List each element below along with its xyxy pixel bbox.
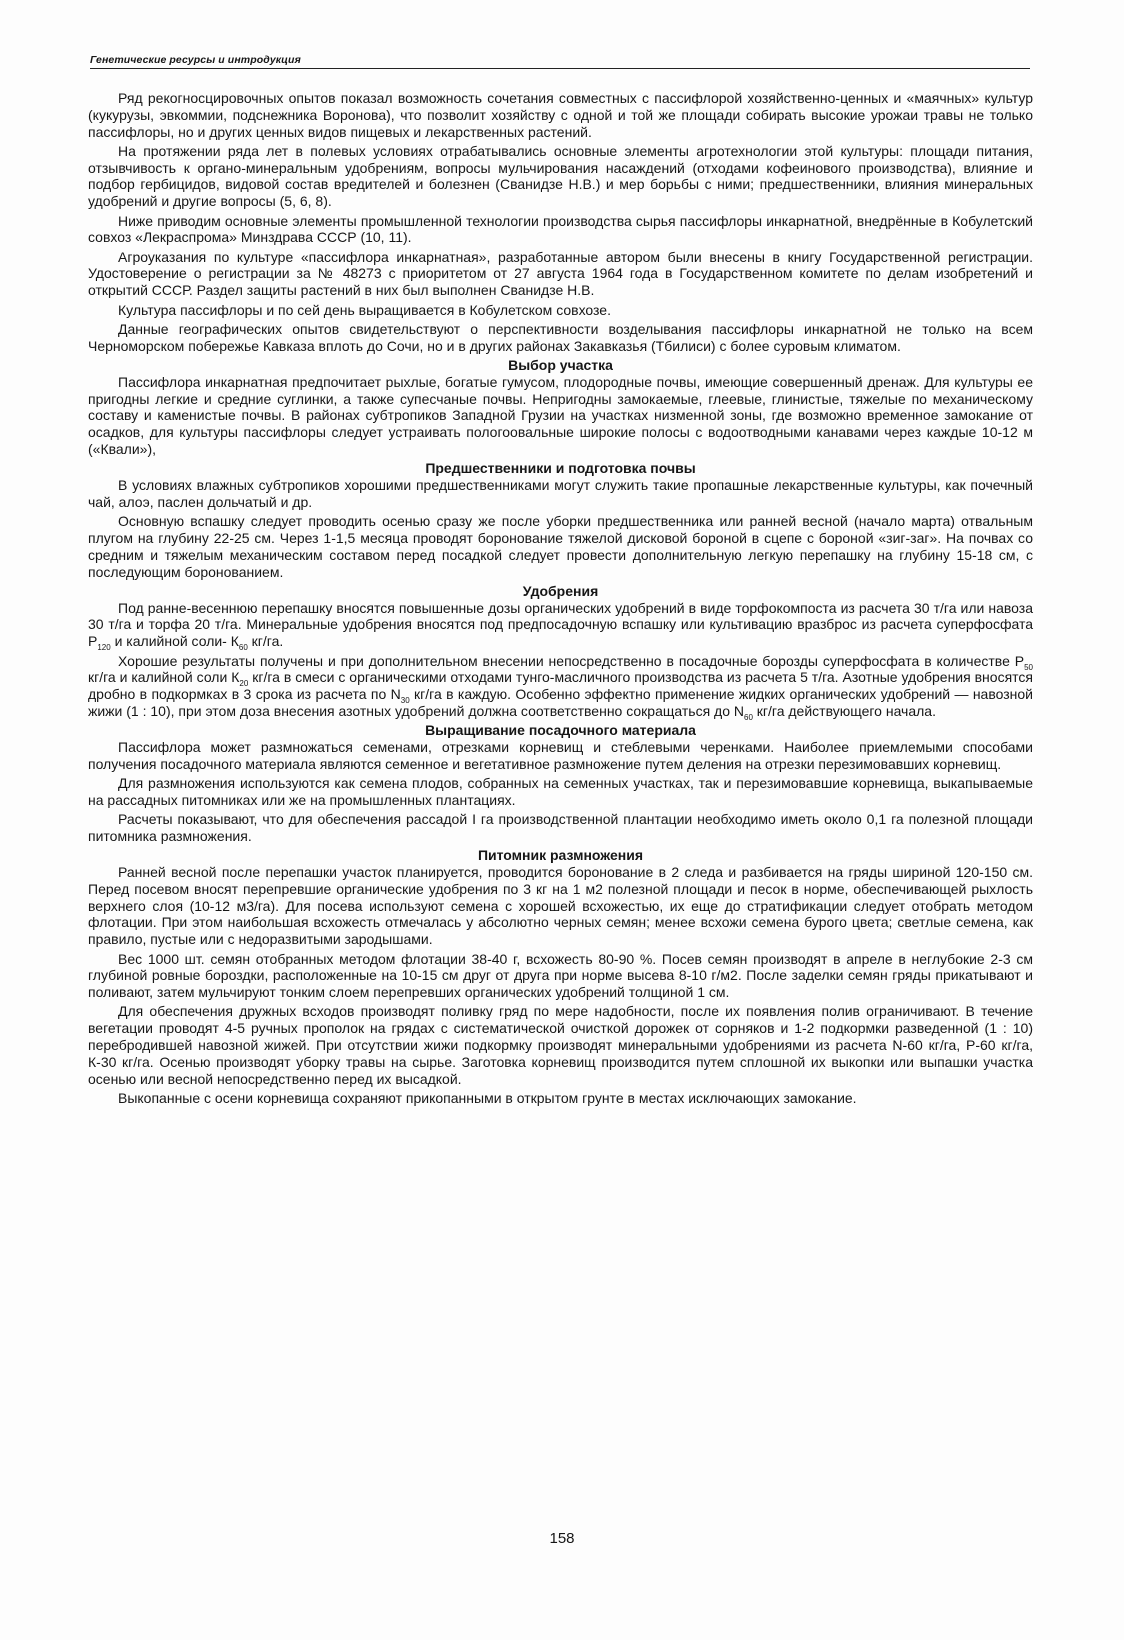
paragraph: Для обеспечения дружных всходов производят поливку гряд по мере надобности, после их появления полив ограничивают. В течение вегетации проводят 4-5 ручных прополок на грядах с систематической очисткой дорожек от сорняков и 1-2 подкормки разведенной (1 : 10) перебродившей навозной жижей. При отсутствии жижи подкормку производят минеральными удобрениями из расчета N-60 кг/га, Р-60 кг/га, К-30 кг/га. Осенью производят уборку травы на сырье. Заготовка корневищ производится путем сплошной их выкопки или выпашки участка осенью или весной непосредственно перед их высадкой.	[88, 1003, 1033, 1087]
text-run: кг/га и калийной соли К	[88, 669, 240, 686]
paragraph: Ряд рекогносцировочных опытов показал возможность сочетания совместных с пассифлорой хозяйственно-ценных и «маячных» культур (кукурузы, эвкоммии, подснежника Воронова), что позволит хозяйству с одной и той же площади собирать высокие урожаи травы не только пассифлоры, но и других ценных видов пищевых и лекарственных растений.	[88, 90, 1033, 140]
paragraph: Пассифлора может размножаться семенами, отрезками корневищ и стеблевыми черенками. Наиболее приемлемыми способами получения посадочного материала являются семенное и вегетативное размножение путем деления на отрезки перезимовавших корневищ.	[88, 738, 1033, 772]
section-heading-planting: Выращивание посадочного материала	[425, 722, 696, 739]
subscript: 50	[1024, 662, 1033, 672]
paragraph: Для размножения используются как семена плодов, собранных на семенных участках, так и перезимовавшие корневища, выкапываемые на рассадных питомниках или же на промышленных плантациях.	[88, 775, 1033, 808]
text-run: кг/га действующего начала.	[752, 702, 936, 719]
text-run: и калийной соли- К	[110, 633, 239, 650]
paragraph: Расчеты показывают, что для обеспечения рассадой I га производственной плантации необходимо иметь около 0,1 га полезной площади питомника размножения.	[88, 811, 1033, 844]
paragraph: Вес 1000 шт. семян отобранных методом флотации 38-40 г, всхожесть 80-90 %. Посев семян производят в апреле в неглубокие 2-3 см глубиной ровные бороздки, расположенные на 10-15 см друг от друга при норме высева 8-10 г/м2. После заделки семян гряды прикатывают и поливают, затем мульчируют тонким слоем перепревших органических удобрений толщиной 1 см.	[88, 950, 1033, 1001]
text-run: Хорошие результаты получены и при дополнительном внесении непосредственно в посадочные борозды суперфосфата в количестве Р	[118, 652, 1025, 669]
text-run: кг/га в каждую. Особенно эффектно применение жидких органических удобрений — навозной жижи (1 : 10), при этом доза внесения азотных удобрений должна соответственно сокращаться до N	[88, 686, 1034, 719]
paragraph	[88, 653, 1033, 720]
paragraph: Культура пассифлоры и по сей день выращивается в Кобулетском совхозе.	[118, 301, 611, 318]
page-number: 158	[549, 1530, 575, 1547]
paragraph: Ранней весной после перепашки участок планируется, проводится боронование в 2 следа и разбивается на гряды шириной 120-150 см. Перед посевом вносят перепревшие органические удобрения по 3 кг на 1 м2 полезной площади и песок в норме, обеспечивающей рыхлость верхнего слоя (10-12 м3/га). Для посева используют семена с хорошей всхожестью, их еще до стратификации следует отобрать методом флотации. При этом наибольшая всхожесть отмечалась у абсолютно черных семян; менее всхожи семена бурого цвета; светлые семена, как правило, пустые или с недоразвитыми зародышами.	[88, 864, 1033, 948]
section-heading-fertilizers: Удобрения	[522, 582, 599, 599]
section-heading-soil: Предшественники и подготовка почвы	[425, 460, 696, 477]
subscript: 60	[744, 712, 753, 722]
text-run: кг/га в смеси с органическими отходами тунго-масличного производства из расчета 5 т/га. Азотные удобрения вносятся дробно в подкормках в 3 срока из расчета по N	[88, 669, 1033, 703]
paragraph: В условиях влажных субтропиков хорошими предшественниками могут служить такие пропашные лекарственные культуры, как почечный чай, алоэ, паслен дольчатый и др.	[88, 477, 1033, 510]
subscript: 120	[97, 643, 111, 652]
text-run: кг/га.	[247, 633, 284, 650]
article-body	[88, 90, 1033, 1109]
subscript: 30	[400, 695, 410, 705]
paragraph: Пассифлора инкарнатная предпочитает рыхлые, богатые гумусом, плодородные почвы, имеющие совершенный дренаж. Для культуры ее пригодны легкие и средние суглинки, а также супесчаные почвы. Непригодны замокаемые, глеевые, глинистые, тяжелые по механическому составу и каменистые почвы. В районах субтропиков Западной Грузии на участках низменной зоны, где возможно временное замокание от осадков, для культуры пассифлоры следует устраивать пологоовальные широкие полосы с водоотводными канавами через каждые 10-12 м («Квали»),	[88, 373, 1033, 457]
subscript: 60	[238, 643, 248, 652]
section-heading-nursery: Питомник размножения	[477, 847, 644, 864]
paragraph: Основную вспашку следует проводить осенью сразу же после уборки предшественника или ранней весной (начало марта) отвальным плугом на глубину 22-25 см. Через 1-1,5 месяца проводят боронование тяжелой дисковой бороной в сцепе с бороной «зиг-заг». На почвах со средним и тяжелым механическим составом перед посадкой следует провести дополнительную легкую перепашку на глубину 15-18 см, с последующим боронованием.	[88, 513, 1033, 580]
running-header: Генетические ресурсы и интродукция	[90, 54, 1030, 69]
paragraph: На протяжении ряда лет в полевых условиях отрабатывались основные элементы агротехнологии этой культуры: площади питания, отзывчивость к органо-минеральным удобрениям, вопросы мульчирования насаждений (отходами кофеинового производства), влияние и подбор гербицидов, видовой состав вредителей и болезнен (Сванидзе Н.В.) и мер борьбы с ними; предшественники, влияния минеральных удобрений и другие вопросы (5, 6, 8).	[88, 142, 1033, 210]
section-heading-site: Выбор участка	[508, 356, 613, 373]
paragraph: Данные географических опытов свидетельствуют о перспективности возделывания пассифлоры инкарнатной не только на всем Черноморском побережье Кавказа вплоть до Сочи, но и в других районах Закавказья (Тбилиси) с более суровым климатом.	[88, 320, 1033, 354]
paragraph: Агроуказания по культуре «пассифлора инкарнатная», разработанные автором были внесены в книгу Государственной регистрации. Удостоверение о регистрации за № 48273 с приоритетом от 27 августа 1964 года в Государственном комитете по делам изобретений и открытий СССР. Раздел защиты растений в них был выполнен Сванидзе Н.В.	[88, 248, 1033, 299]
paragraph: Выкопанные с осени корневища сохраняют прикопанными в открытом грунте в местах исключающих замокание.	[118, 1089, 857, 1106]
paragraph: Ниже приводим основные элементы промышленной технологии производства сырья пассифлоры инкарнатной, внедрённые в Кобулетский совхоз «Лекраспрома» Минздрава СССР (10, 11).	[88, 212, 1033, 246]
subscript: 20	[239, 679, 249, 689]
text-run: Под ранне-весеннюю перепашку вносятся повышенные дозы органических удобрений в виде торфокомпоста из расчета 30 т/га или навоза 30 т/га и торфа 20 т/га. Минеральные удобрения вносятся под предпосадочную вспашку или культивацию вразброс из расчета суперфосфата Р	[88, 599, 1033, 650]
paragraph	[88, 600, 1033, 650]
